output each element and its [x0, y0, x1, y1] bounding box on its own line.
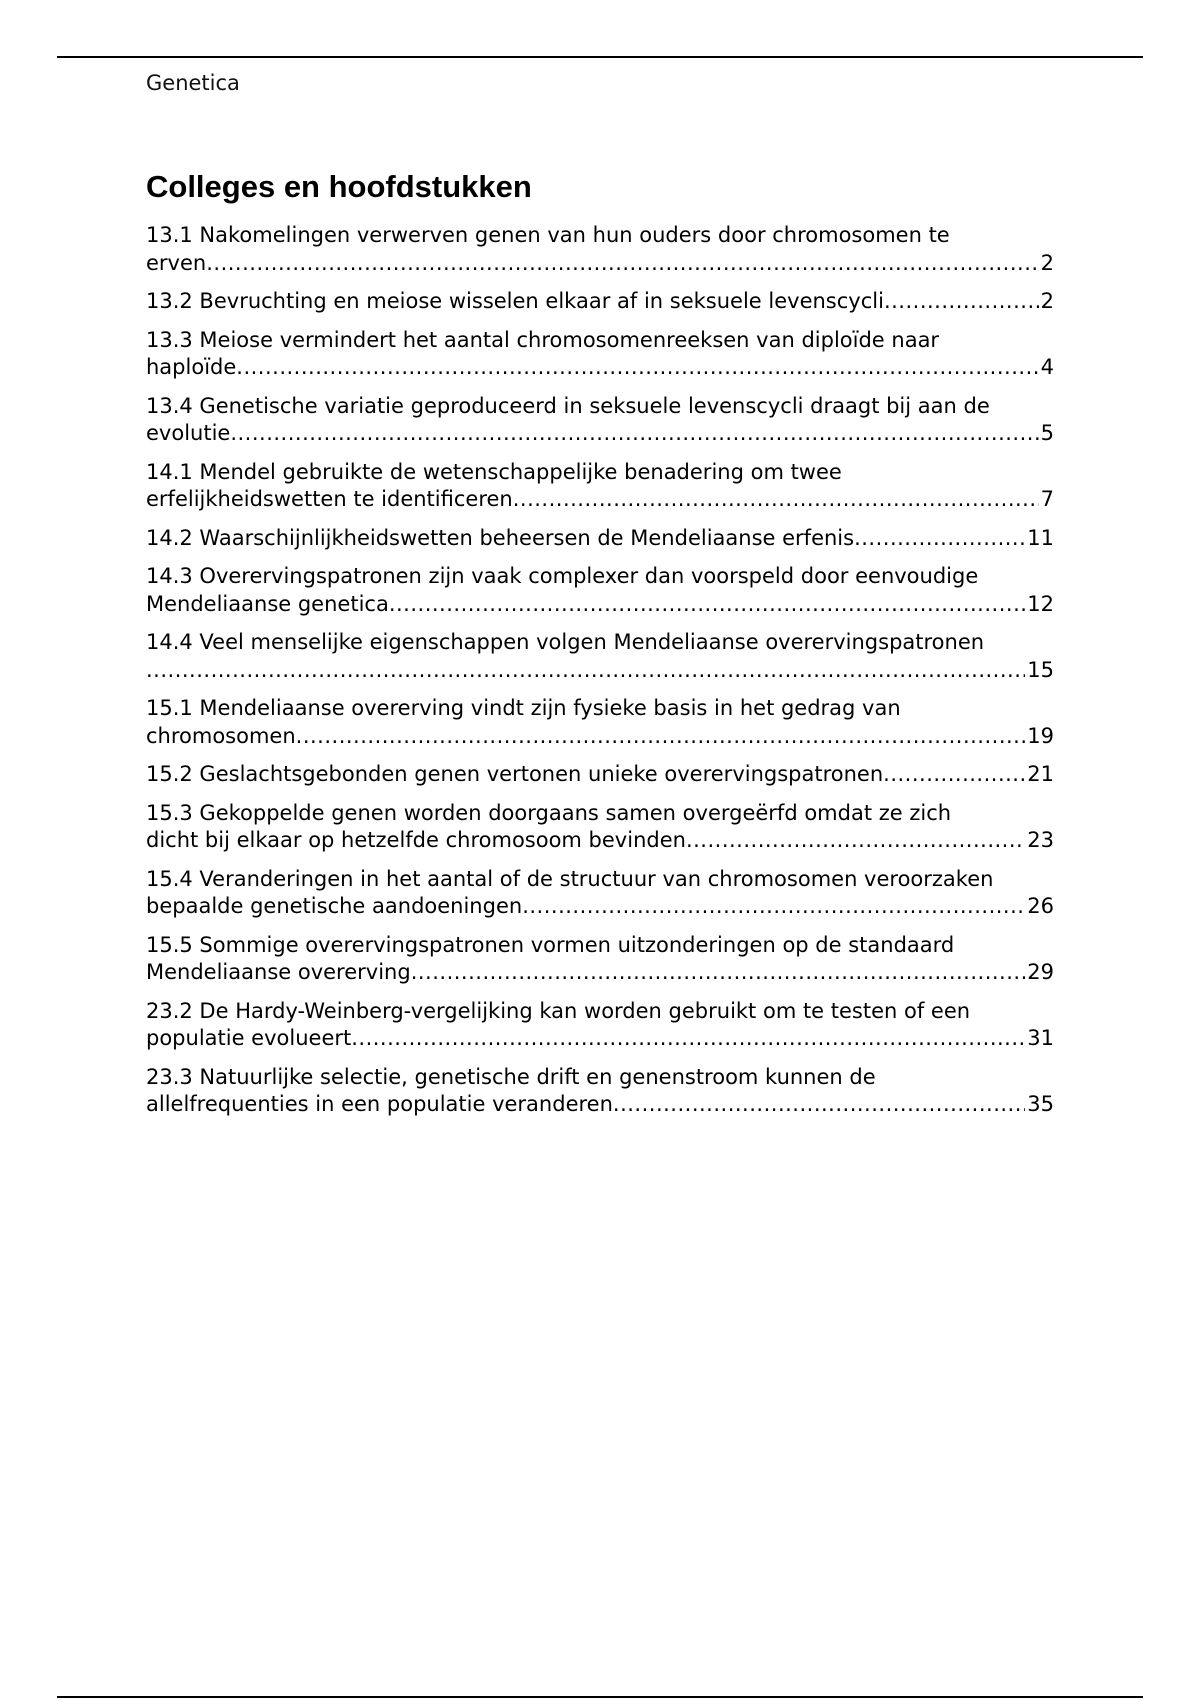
toc-entry-title-line: 13.4 Genetische variatie geproduceerd in seksuele levenscycli draagt bij aan de: [146, 393, 990, 418]
dot-leader: [522, 893, 1025, 921]
dot-leader: [854, 525, 1025, 553]
toc-page-number: 19: [1027, 723, 1054, 748]
toc-entry-title-tail: allelfrequenties in een populatie veranderen: [146, 1092, 613, 1116]
toc-entry[interactable]: [146, 998, 1054, 1053]
toc-entry-leader-line: [146, 250, 1054, 278]
toc-entry[interactable]: [146, 761, 1054, 789]
toc-entry-leader-line: [146, 723, 1054, 751]
toc-entry-leader-line: [146, 591, 1054, 619]
toc-title: Colleges en hoofdstukken: [146, 169, 532, 204]
toc-entry[interactable]: [146, 393, 1054, 448]
toc-entry-leader-line: [146, 420, 1054, 448]
toc-page-number: 21: [1027, 762, 1054, 786]
toc-entry-title-tail: 15.2 Geslachtsgebonden genen vertonen unieke overervingspatronen: [146, 762, 884, 786]
toc-entry[interactable]: [146, 327, 1054, 382]
toc-entry-leader-line: [146, 893, 1054, 921]
dot-leader: [146, 657, 1025, 685]
dot-leader: [884, 288, 1039, 316]
toc-entry-title-tail: dicht bij elkaar op hetzelfde chromosoom bevinden: [146, 828, 686, 852]
toc-entry-title-line: 15.5 Sommige overervingspatronen vormen uitzonderingen op de standaard: [146, 932, 955, 957]
dot-leader: [236, 354, 1038, 382]
toc-entry-title-tail: haploïde: [146, 355, 237, 379]
toc-entry[interactable]: [146, 563, 1054, 618]
toc-entry-title-line: 23.3 Natuurlijke selectie, genetische drift en genenstroom kunnen de: [146, 1064, 876, 1089]
toc-page-number: 4: [1040, 355, 1054, 379]
dot-leader: [351, 1025, 1025, 1053]
dot-leader: [230, 420, 1038, 448]
toc-entry-title-line: 14.4 Veel menselijke eigenschappen volgen Mendeliaanse overervingspatronen: [146, 630, 985, 654]
dot-leader: [613, 1091, 1025, 1119]
toc-entry-leader-line: [146, 354, 1054, 382]
toc-entry[interactable]: [146, 800, 1054, 855]
dot-leader: [513, 486, 1039, 514]
toc-entry-title-tail: 13.2 Bevruchting en meiose wisselen elkaar af in seksuele levenscycli: [146, 289, 884, 313]
toc-page-number: 31: [1027, 1026, 1054, 1050]
toc-page-number: 12: [1027, 591, 1054, 616]
toc-entry-leader-line: [146, 1025, 1054, 1053]
dot-leader: [883, 761, 1025, 789]
header-rule: [57, 56, 1143, 58]
toc-page-number: 23: [1027, 828, 1054, 852]
toc-page-number: 26: [1027, 894, 1054, 918]
toc-entry[interactable]: [146, 459, 1054, 514]
toc-entry-title-tail: erven: [146, 250, 207, 275]
toc-entry-title-line: 14.1 Mendel gebruikte de wetenschappelijke benadering om twee: [146, 459, 842, 484]
footer-rule: [57, 1696, 1143, 1698]
toc-entry-leader-line: [146, 827, 1054, 855]
running-header: Genetica: [146, 71, 240, 95]
toc-entry-title-line: 15.3 Gekoppelde genen worden doorgaans samen overgeërfd omdat ze zich: [146, 800, 952, 825]
toc-entry-title-tail: chromosomen: [146, 723, 296, 748]
toc-entry[interactable]: [146, 525, 1054, 553]
toc-entry-leader-line: [146, 525, 1054, 553]
toc-entry-title-line: 15.4 Veranderingen in het aantal of de structuur van chromosomen veroorzaken: [146, 866, 994, 891]
toc-entry-title-tail: Mendeliaanse overerving: [146, 960, 411, 984]
toc-entry-title-tail: erfelijkheidswetten te identificeren: [146, 487, 513, 511]
toc-entry-leader-line: [146, 657, 1054, 685]
dot-leader: [686, 827, 1025, 855]
toc-entry-leader-line: [146, 761, 1054, 789]
toc-entry[interactable]: [146, 1064, 1054, 1119]
toc-entry-title-line: 15.1 Mendeliaanse overerving vindt zijn fysieke basis in het gedrag van: [146, 696, 901, 720]
toc-entry-title-tail: 14.2 Waarschijnlijkheidswetten beheersen de Mendeliaanse erfenis: [146, 525, 855, 550]
toc-page-number: 29: [1027, 960, 1054, 984]
toc-entry-title-line: 13.3 Meiose vermindert het aantal chromosomenreeksen van diploïde naar: [146, 327, 940, 352]
dot-leader: [206, 250, 1038, 278]
toc-page-number: 2: [1040, 250, 1054, 275]
toc-page-number: 11: [1027, 525, 1054, 550]
toc-entry[interactable]: [146, 695, 1054, 750]
toc-entry-leader-line: [146, 1091, 1054, 1119]
toc-page-number: 15: [1027, 657, 1054, 682]
dot-leader: [296, 723, 1026, 751]
dot-leader: [411, 959, 1026, 987]
toc-entry-leader-line: [146, 959, 1054, 987]
toc-entry-title-tail: Mendeliaanse genetica: [146, 591, 389, 616]
toc-entry[interactable]: [146, 222, 1054, 277]
toc-entry[interactable]: [146, 932, 1054, 987]
dot-leader: [389, 591, 1025, 619]
toc-page-number: 2: [1040, 289, 1054, 313]
toc-entry-title-line: 23.2 De Hardy-Weinberg-vergelijking kan worden gebruikt om te testen of een: [146, 998, 971, 1023]
toc-entry-leader-line: [146, 486, 1054, 514]
toc-entry[interactable]: [146, 629, 1054, 684]
toc-page-number: 7: [1040, 487, 1054, 511]
toc-entry[interactable]: [146, 288, 1054, 316]
toc-page-number: 35: [1027, 1092, 1054, 1116]
toc-entry-title-line: 14.3 Overervingspatronen zijn vaak complexer dan voorspeld door eenvoudige: [146, 564, 979, 588]
toc-entry-title-line: 13.1 Nakomelingen verwerven genen van hun ouders door chromosomen te: [146, 223, 950, 247]
toc-entry-title-tail: evolutie: [146, 421, 231, 445]
table-of-contents: [146, 222, 1054, 1130]
toc-entry-title-tail: bepaalde genetische aandoeningen: [146, 894, 523, 918]
toc-entry[interactable]: [146, 866, 1054, 921]
toc-entry-leader-line: [146, 288, 1054, 316]
toc-entry-title-tail: populatie evolueert: [146, 1026, 352, 1050]
toc-page-number: 5: [1040, 421, 1054, 445]
